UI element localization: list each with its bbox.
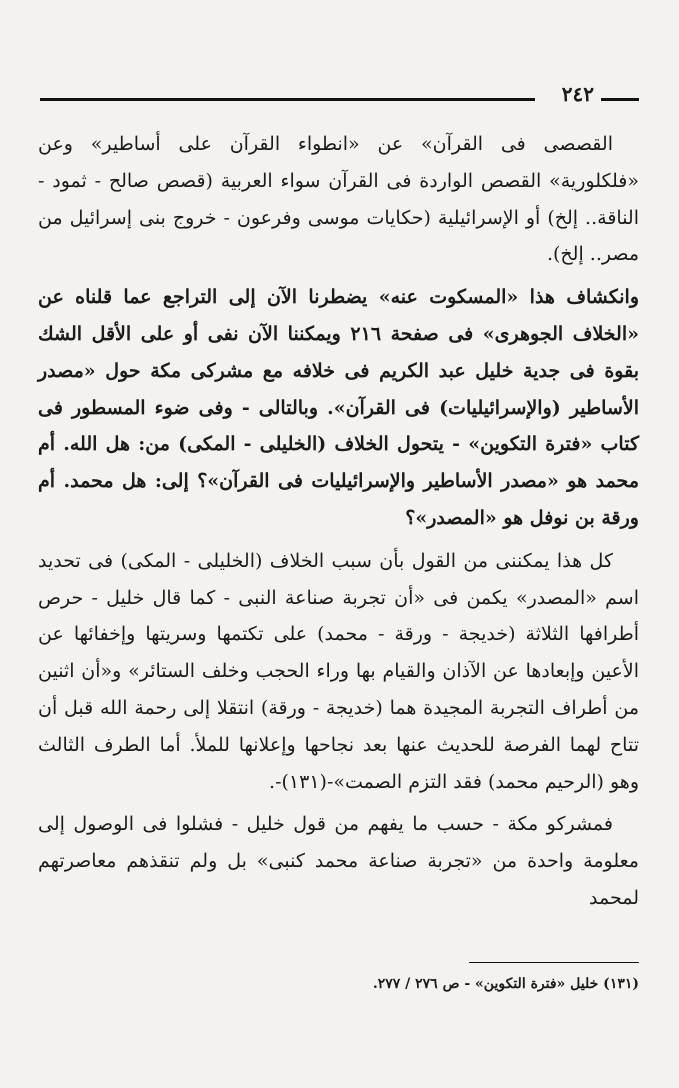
- paragraph-3: كل هذا يمكننى من القول بأن سبب الخلاف (الخليلى - المكى) فى تحديد اسم «المصدر» يكمن فى «أن تجربة صناعة النبى - كما قال خليل - حرص أطرافها الثلاثة (خديجة - ورقة - محمد) على تكتمها وسريتها وإخفائها عن الأعين وإبعادها عن الآذان والقيام بها وراء الحجب وخلف الستائر» و«أن اثنين من أطراف التجربة المجيدة هما (خديجة - ورقة) انتقلا إلى رحمة الله قبل أن تتاح لهما الفرصة للحديث عنها بعد نجاحها وإعلانها للملأ. أما الطرف الثالث وهو (الرحيم محمد) فقد التزم الصمت»-(١٣١)-.: [38, 549, 639, 793]
- header-rule: [40, 98, 535, 101]
- page-header: [40, 84, 639, 110]
- paragraph-1: القصصى فى القرآن» عن «انطواء القرآن على أساطير» وعن «فلكلورية» القصص الواردة فى القرآن سواء العربية (قصص صالح - ثمود - الناقة.. إلخ) أو الإسرائيلية (حكايات موسى وفرعون - خروج بنى إسرائيل من مصر.. إلخ).: [38, 133, 639, 266]
- header-rule-short: [601, 98, 639, 101]
- body-text: [38, 126, 639, 923]
- page-number: ٢٤٢: [561, 82, 594, 106]
- paragraph-2: وانكشاف هذا «المسكوت عنه» يضطرنا الآن إلى التراجع عما قلناه عن «الخلاف الجوهرى» فى صفحة ٢١٦ ويمكننا الآن نفى أو على الأقل الشك بقوة فى جدية خليل عبد الكريم فى خلافه مع مشركى مكة حول «مصدر الأساطير (والإسرائيليات) فى القرآن». وبالتالى - وفى ضوء المسطور فى كتاب «فترة التكوين» - يتحول الخلاف (الخليلى - المكى) من: هل الله. أم محمد هو «مصدر الأساطير والإسرائيليات فى القرآن»؟ إلى: هل محمد. أم ورقة بن نوفل هو «المصدر»؟: [38, 286, 639, 529]
- paragraph-4: فمشركو مكة - حسب ما يفهم من قول خليل - فشلوا فى الوصول إلى معلومة واحدة من «تجربة صناعة محمد كنبى» بل ولم تنقذهم معاصرتهم لمحمد: [38, 813, 639, 909]
- footnote: (١٣١) خليل «فترة التكوين» - ص ٢٧٦ / ٢٧٧.: [372, 976, 639, 992]
- footnote-rule: [469, 962, 639, 963]
